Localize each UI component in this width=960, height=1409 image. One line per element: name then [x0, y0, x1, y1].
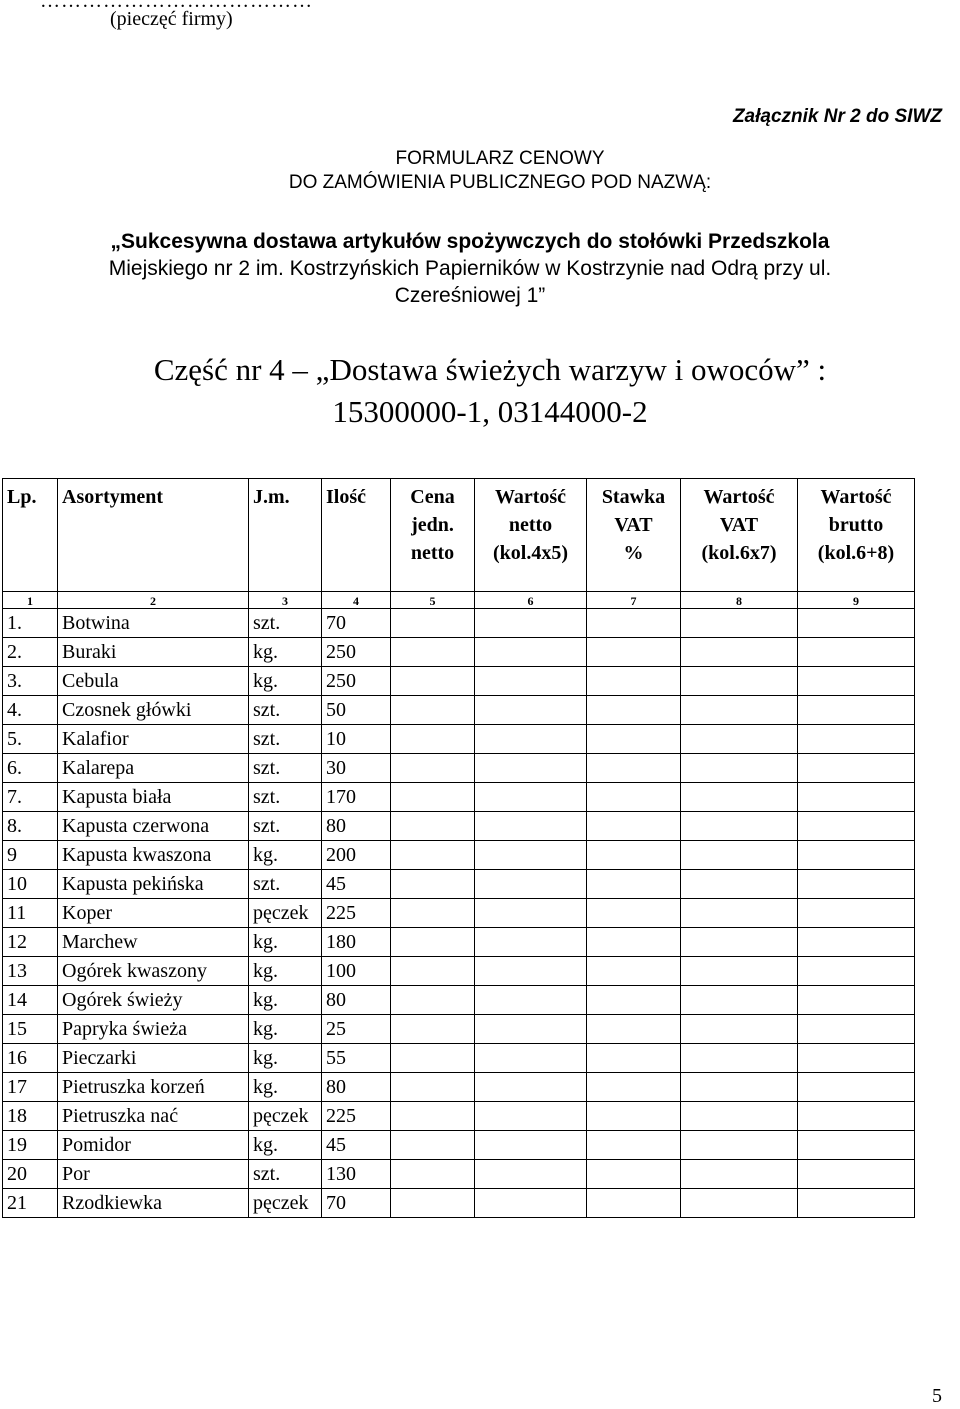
row-asortyment: Buraki	[58, 638, 249, 667]
row-unit: szt.	[249, 1160, 322, 1189]
row-wartosc-netto[interactable]	[475, 1131, 587, 1160]
row-wartosc-netto[interactable]	[475, 754, 587, 783]
row-wartosc-netto[interactable]	[475, 1189, 587, 1218]
table-row	[3, 1189, 915, 1218]
row-wartosc-vat[interactable]	[681, 1015, 798, 1044]
row-quantity: 100	[322, 957, 391, 986]
header-wartosc-vat: Wartość VAT (kol.6x7)	[681, 479, 798, 592]
column-number: 8	[681, 592, 798, 609]
column-number-row	[3, 592, 915, 609]
row-wartosc-vat[interactable]	[681, 928, 798, 957]
row-wartosc-netto[interactable]	[475, 957, 587, 986]
row-unit: szt.	[249, 783, 322, 812]
table-row	[3, 1073, 915, 1102]
row-wartosc-brutto[interactable]	[798, 1073, 915, 1102]
row-wartosc-netto[interactable]	[475, 609, 587, 638]
row-wartosc-netto[interactable]	[475, 986, 587, 1015]
row-wartosc-brutto[interactable]	[798, 1160, 915, 1189]
row-unit: pęczek	[249, 1189, 322, 1218]
row-wartosc-netto[interactable]	[475, 696, 587, 725]
row-stawka-vat[interactable]	[587, 1073, 681, 1102]
header-wartosc-brutto: Wartość brutto (kol.6+8)	[798, 479, 915, 592]
row-wartosc-vat[interactable]	[681, 812, 798, 841]
row-stawka-vat[interactable]	[587, 1160, 681, 1189]
row-lp: 14	[3, 986, 58, 1015]
row-wartosc-vat[interactable]	[681, 754, 798, 783]
row-asortyment: Pietruszka korzeń	[58, 1073, 249, 1102]
row-cena-jedn-netto[interactable]	[391, 899, 475, 928]
row-cena-jedn-netto[interactable]	[391, 1044, 475, 1073]
row-stawka-vat[interactable]	[587, 1189, 681, 1218]
row-unit: szt.	[249, 870, 322, 899]
subject-line-1: „Sukcesywna dostawa artykułów spożywczych do stołówki Przedszkola	[110, 230, 830, 253]
row-asortyment: Pomidor	[58, 1131, 249, 1160]
column-number: 5	[391, 592, 475, 609]
row-lp: 1.	[3, 609, 58, 638]
row-wartosc-brutto[interactable]	[798, 841, 915, 870]
row-wartosc-vat[interactable]	[681, 783, 798, 812]
table-header-row	[3, 479, 915, 592]
column-number: 3	[249, 592, 322, 609]
row-wartosc-brutto[interactable]	[798, 870, 915, 899]
row-stawka-vat[interactable]	[587, 754, 681, 783]
header-stawka-vat: Stawka VAT %	[587, 479, 681, 592]
row-unit: kg.	[249, 841, 322, 870]
row-cena-jedn-netto[interactable]	[391, 1131, 475, 1160]
row-lp: 3.	[3, 667, 58, 696]
price-form-table	[2, 478, 915, 1218]
row-asortyment: Kapusta czerwona	[58, 812, 249, 841]
part-title: Część nr 4 – „Dostawa świeżych warzyw i owoców” :	[153, 352, 827, 387]
row-quantity: 45	[322, 870, 391, 899]
header-asortyment: Asortyment	[58, 479, 249, 592]
row-stawka-vat[interactable]	[587, 667, 681, 696]
row-stawka-vat[interactable]	[587, 1044, 681, 1073]
row-stawka-vat[interactable]	[587, 696, 681, 725]
table-row	[3, 928, 915, 957]
part-cpv-codes: 15300000-1, 03144000-2	[332, 394, 648, 429]
table-row	[3, 725, 915, 754]
row-wartosc-vat[interactable]	[681, 638, 798, 667]
row-asortyment: Kapusta biała	[58, 783, 249, 812]
row-wartosc-brutto[interactable]	[798, 957, 915, 986]
row-asortyment: Papryka świeża	[58, 1015, 249, 1044]
column-number: 6	[475, 592, 587, 609]
row-wartosc-netto[interactable]	[475, 667, 587, 696]
row-cena-jedn-netto[interactable]	[391, 1160, 475, 1189]
row-lp: 19	[3, 1131, 58, 1160]
stamp-label: (pieczęć firmy)	[110, 8, 233, 30]
table-row	[3, 696, 915, 725]
row-wartosc-vat[interactable]	[681, 609, 798, 638]
row-unit: kg.	[249, 1044, 322, 1073]
row-unit: szt.	[249, 812, 322, 841]
row-cena-jedn-netto[interactable]	[391, 1015, 475, 1044]
row-asortyment: Cebula	[58, 667, 249, 696]
row-quantity: 70	[322, 1189, 391, 1218]
table-row	[3, 667, 915, 696]
row-wartosc-vat[interactable]	[681, 986, 798, 1015]
row-wartosc-vat[interactable]	[681, 667, 798, 696]
row-wartosc-brutto[interactable]	[798, 1044, 915, 1073]
column-number: 9	[798, 592, 915, 609]
row-wartosc-netto[interactable]	[475, 841, 587, 870]
row-cena-jedn-netto[interactable]	[391, 754, 475, 783]
row-wartosc-vat[interactable]	[681, 1160, 798, 1189]
row-quantity: 25	[322, 1015, 391, 1044]
row-lp: 10	[3, 870, 58, 899]
row-asortyment: Kalarepa	[58, 754, 249, 783]
row-stawka-vat[interactable]	[587, 841, 681, 870]
subject-line-3: Czereśniowej 1”	[394, 284, 546, 307]
row-lp: 13	[3, 957, 58, 986]
row-wartosc-brutto[interactable]	[798, 812, 915, 841]
row-wartosc-netto[interactable]	[475, 725, 587, 754]
row-unit: pęczek	[249, 1102, 322, 1131]
table-row	[3, 1044, 915, 1073]
row-wartosc-netto[interactable]	[475, 870, 587, 899]
row-wartosc-vat[interactable]	[681, 899, 798, 928]
row-wartosc-vat[interactable]	[681, 696, 798, 725]
row-quantity: 250	[322, 638, 391, 667]
row-wartosc-brutto[interactable]	[798, 1015, 915, 1044]
row-cena-jedn-netto[interactable]	[391, 696, 475, 725]
table-row	[3, 1015, 915, 1044]
row-wartosc-netto[interactable]	[475, 1073, 587, 1102]
row-stawka-vat[interactable]	[587, 957, 681, 986]
row-wartosc-brutto[interactable]	[798, 986, 915, 1015]
row-unit: szt.	[249, 725, 322, 754]
item-rows	[3, 609, 915, 1218]
row-lp: 21	[3, 1189, 58, 1218]
row-wartosc-netto[interactable]	[475, 1015, 587, 1044]
row-stawka-vat[interactable]	[587, 638, 681, 667]
row-wartosc-vat[interactable]	[681, 1102, 798, 1131]
row-quantity: 45	[322, 1131, 391, 1160]
table-row	[3, 1160, 915, 1189]
annex-label: Załącznik Nr 2 do SIWZ	[732, 106, 942, 127]
table-row	[3, 957, 915, 986]
row-quantity: 130	[322, 1160, 391, 1189]
row-wartosc-vat[interactable]	[681, 870, 798, 899]
row-cena-jedn-netto[interactable]	[391, 957, 475, 986]
row-unit: szt.	[249, 754, 322, 783]
column-number: 4	[322, 592, 391, 609]
row-quantity: 170	[322, 783, 391, 812]
table-row	[3, 1131, 915, 1160]
row-wartosc-netto[interactable]	[475, 1044, 587, 1073]
column-number: 2	[58, 592, 249, 609]
row-stawka-vat[interactable]	[587, 870, 681, 899]
row-cena-jedn-netto[interactable]	[391, 638, 475, 667]
row-asortyment: Rzodkiewka	[58, 1189, 249, 1218]
row-stawka-vat[interactable]	[587, 1131, 681, 1160]
row-asortyment: Ogórek świeży	[58, 986, 249, 1015]
row-wartosc-netto[interactable]	[475, 899, 587, 928]
row-unit: pęczek	[249, 899, 322, 928]
row-asortyment: Pieczarki	[58, 1044, 249, 1073]
row-wartosc-vat[interactable]	[681, 1131, 798, 1160]
row-lp: 9	[3, 841, 58, 870]
row-unit: kg.	[249, 1073, 322, 1102]
row-lp: 2.	[3, 638, 58, 667]
row-unit: szt.	[249, 696, 322, 725]
table-row	[3, 754, 915, 783]
row-cena-jedn-netto[interactable]	[391, 1102, 475, 1131]
row-wartosc-brutto[interactable]	[798, 725, 915, 754]
column-number: 7	[587, 592, 681, 609]
row-stawka-vat[interactable]	[587, 725, 681, 754]
row-wartosc-vat[interactable]	[681, 1189, 798, 1218]
row-quantity: 180	[322, 928, 391, 957]
row-wartosc-brutto[interactable]	[798, 696, 915, 725]
row-asortyment: Czosnek główki	[58, 696, 249, 725]
row-wartosc-brutto[interactable]	[798, 754, 915, 783]
row-wartosc-brutto[interactable]	[798, 783, 915, 812]
row-wartosc-vat[interactable]	[681, 725, 798, 754]
stamp-placeholder-dots: …………………………………	[40, 0, 313, 12]
header-jm: J.m.	[249, 479, 322, 592]
row-cena-jedn-netto[interactable]	[391, 812, 475, 841]
row-quantity: 55	[322, 1044, 391, 1073]
row-asortyment: Kalafior	[58, 725, 249, 754]
row-wartosc-vat[interactable]	[681, 957, 798, 986]
row-wartosc-vat[interactable]	[681, 841, 798, 870]
row-quantity: 200	[322, 841, 391, 870]
header-lp: Lp.	[3, 479, 58, 592]
row-lp: 17	[3, 1073, 58, 1102]
row-quantity: 80	[322, 1073, 391, 1102]
row-asortyment: Por	[58, 1160, 249, 1189]
table-row	[3, 638, 915, 667]
row-cena-jedn-netto[interactable]	[391, 725, 475, 754]
row-cena-jedn-netto[interactable]	[391, 667, 475, 696]
row-stawka-vat[interactable]	[587, 899, 681, 928]
row-wartosc-brutto[interactable]	[798, 638, 915, 667]
row-lp: 5.	[3, 725, 58, 754]
column-number: 1	[3, 592, 58, 609]
row-stawka-vat[interactable]	[587, 812, 681, 841]
row-lp: 6.	[3, 754, 58, 783]
row-lp: 7.	[3, 783, 58, 812]
table-row	[3, 812, 915, 841]
row-wartosc-brutto[interactable]	[798, 899, 915, 928]
row-cena-jedn-netto[interactable]	[391, 928, 475, 957]
row-unit: kg.	[249, 957, 322, 986]
row-asortyment: Kapusta kwaszona	[58, 841, 249, 870]
table-row	[3, 783, 915, 812]
row-lp: 15	[3, 1015, 58, 1044]
row-quantity: 30	[322, 754, 391, 783]
row-lp: 18	[3, 1102, 58, 1131]
row-cena-jedn-netto[interactable]	[391, 986, 475, 1015]
row-asortyment: Pietruszka nać	[58, 1102, 249, 1131]
row-wartosc-vat[interactable]	[681, 1044, 798, 1073]
header-wartosc-netto: Wartość netto (kol.4x5)	[475, 479, 587, 592]
row-wartosc-netto[interactable]	[475, 783, 587, 812]
row-wartosc-brutto[interactable]	[798, 1189, 915, 1218]
row-quantity: 10	[322, 725, 391, 754]
row-unit: kg.	[249, 667, 322, 696]
row-wartosc-netto[interactable]	[475, 1102, 587, 1131]
page-number: 5	[932, 1385, 942, 1407]
row-wartosc-netto[interactable]	[475, 1160, 587, 1189]
row-asortyment: Botwina	[58, 609, 249, 638]
row-asortyment: Koper	[58, 899, 249, 928]
row-wartosc-netto[interactable]	[475, 812, 587, 841]
row-wartosc-brutto[interactable]	[798, 1102, 915, 1131]
header-cena-jedn-netto: Cena jedn. netto	[391, 479, 475, 592]
row-asortyment: Ogórek kwaszony	[58, 957, 249, 986]
row-unit: kg.	[249, 928, 322, 957]
row-quantity: 225	[322, 1102, 391, 1131]
row-quantity: 225	[322, 899, 391, 928]
row-quantity: 50	[322, 696, 391, 725]
row-wartosc-vat[interactable]	[681, 1073, 798, 1102]
row-cena-jedn-netto[interactable]	[391, 1073, 475, 1102]
form-title-line-1: FORMULARZ CENOWY	[395, 148, 605, 169]
form-title-line-2: DO ZAMÓWIENIA PUBLICZNEGO POD NAZWĄ:	[288, 172, 712, 193]
row-wartosc-brutto[interactable]	[798, 1131, 915, 1160]
row-wartosc-brutto[interactable]	[798, 609, 915, 638]
table-row	[3, 870, 915, 899]
row-unit: kg.	[249, 638, 322, 667]
row-quantity: 80	[322, 986, 391, 1015]
row-unit: szt.	[249, 609, 322, 638]
row-cena-jedn-netto[interactable]	[391, 609, 475, 638]
table-row	[3, 841, 915, 870]
table-row	[3, 609, 915, 638]
table-row	[3, 899, 915, 928]
row-unit: kg.	[249, 1131, 322, 1160]
row-stawka-vat[interactable]	[587, 928, 681, 957]
row-asortyment: Kapusta pekińska	[58, 870, 249, 899]
row-quantity: 250	[322, 667, 391, 696]
row-unit: kg.	[249, 986, 322, 1015]
row-wartosc-netto[interactable]	[475, 638, 587, 667]
row-lp: 4.	[3, 696, 58, 725]
row-cena-jedn-netto[interactable]	[391, 841, 475, 870]
row-cena-jedn-netto[interactable]	[391, 1189, 475, 1218]
table-row	[3, 1102, 915, 1131]
row-wartosc-netto[interactable]	[475, 928, 587, 957]
row-stawka-vat[interactable]	[587, 1015, 681, 1044]
row-stawka-vat[interactable]	[587, 986, 681, 1015]
subject-line-2: Miejskiego nr 2 im. Kostrzyńskich Papierników w Kostrzynie nad Odrą przy ul.	[108, 257, 832, 280]
row-lp: 20	[3, 1160, 58, 1189]
row-asortyment: Marchew	[58, 928, 249, 957]
header-ilosc: Ilość	[322, 479, 391, 592]
row-unit: kg.	[249, 1015, 322, 1044]
row-lp: 12	[3, 928, 58, 957]
row-lp: 8.	[3, 812, 58, 841]
row-cena-jedn-netto[interactable]	[391, 870, 475, 899]
row-stawka-vat[interactable]	[587, 1102, 681, 1131]
row-cena-jedn-netto[interactable]	[391, 783, 475, 812]
row-lp: 16	[3, 1044, 58, 1073]
row-wartosc-brutto[interactable]	[798, 928, 915, 957]
row-quantity: 80	[322, 812, 391, 841]
row-lp: 11	[3, 899, 58, 928]
table-row	[3, 986, 915, 1015]
row-quantity: 70	[322, 609, 391, 638]
row-stawka-vat[interactable]	[587, 783, 681, 812]
row-stawka-vat[interactable]	[587, 609, 681, 638]
row-wartosc-brutto[interactable]	[798, 667, 915, 696]
